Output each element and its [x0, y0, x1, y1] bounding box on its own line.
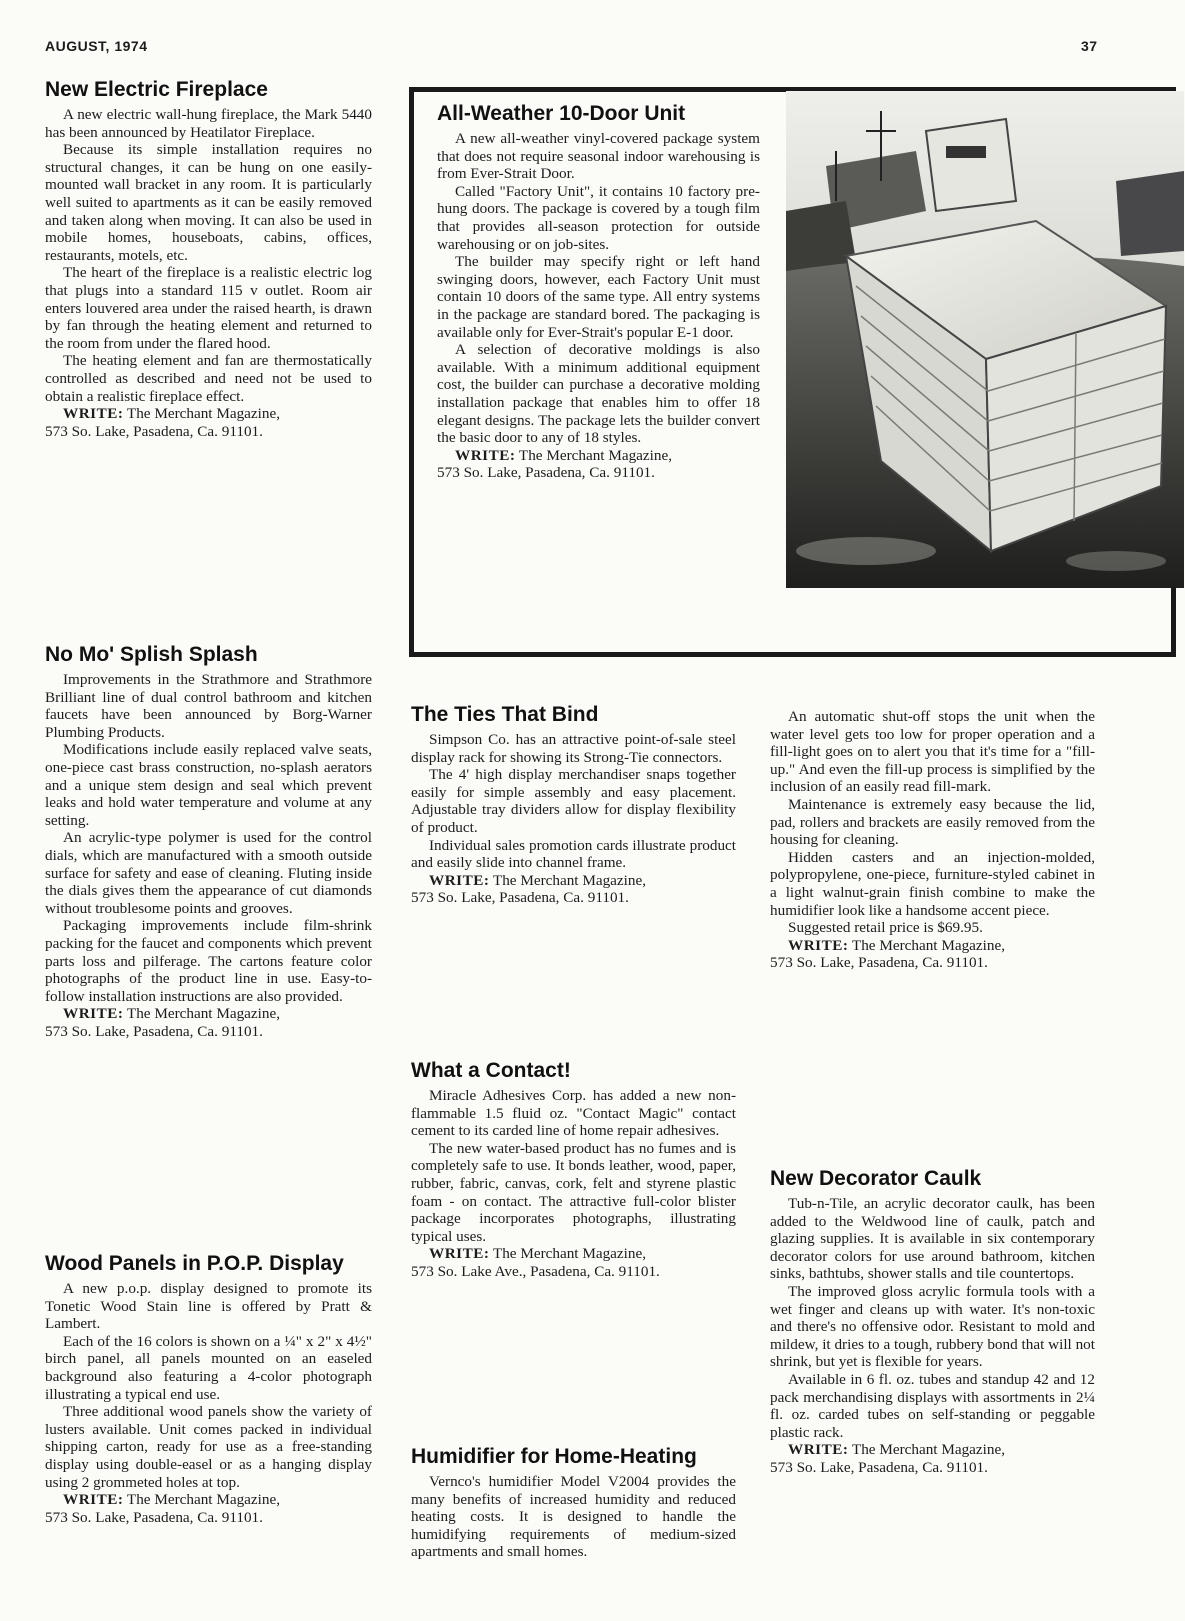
- paragraph: A new p.o.p. display designed to promote its Tonetic Wood Stain line is offered by Pratt & Lambert.: [45, 1280, 372, 1333]
- write-label: WRITE:: [788, 936, 849, 954]
- address: 573 So. Lake, Pasadena, Ca. 91101.: [45, 1022, 263, 1040]
- write-label: WRITE:: [63, 1491, 124, 1509]
- write-label: WRITE:: [455, 446, 516, 464]
- paragraph: Simpson Co. has an attractive point-of-sale steel display rack for showing its Strong-Tie connectors.: [411, 731, 736, 766]
- paragraph: A new all-weather vinyl-covered package system that does not require seasonal indoor warehousing is from Ever-Strait Door.: [437, 130, 760, 183]
- article-title: New Decorator Caulk: [770, 1167, 982, 1190]
- write-label: WRITE:: [429, 1245, 490, 1263]
- paragraph: Miracle Adhesives Corp. has added a new non-flammable 1.5 fluid oz. "Contact Magic" contact cement to its carded line of home repair adhesives.: [411, 1087, 736, 1140]
- address: 573 So. Lake, Pasadena, Ca. 91101.: [411, 889, 629, 907]
- article-humidifier-continued: [770, 708, 1095, 972]
- write-text: The Merchant Magazine,: [492, 1245, 646, 1263]
- article-what-a-contact: [411, 1059, 736, 1281]
- write-line: [45, 1491, 372, 1526]
- article-decorator-caulk: [770, 1167, 1095, 1477]
- paragraph: The builder may specify right or left hand swinging doors, however, each Factory Unit must contain 10 doors of the same type. All entry systems in the package are standard bored. The packaging is available only for Ever-Strait's popular E-1 door.: [437, 253, 760, 341]
- address: 573 So. Lake, Pasadena, Ca. 91101.: [770, 954, 988, 972]
- write-text: The Merchant Magazine,: [126, 1491, 280, 1509]
- article-title: Humidifier for Home-Heating: [411, 1445, 697, 1468]
- write-line: [437, 447, 760, 482]
- address: 573 So. Lake, Pasadena, Ca. 91101.: [45, 422, 263, 440]
- issue-date: AUGUST, 1974: [45, 38, 148, 54]
- article-splish-splash: [45, 643, 372, 1040]
- paragraph: Modifications include easily replaced valve seats, one-piece cast brass construction, no-splash aerators and a unique stem design and seal which prevent leaks and hold water temperature and volume at any setting.: [45, 741, 372, 829]
- write-text: The Merchant Magazine,: [851, 1441, 1005, 1459]
- article-title: No Mo' Splish Splash: [45, 643, 258, 666]
- address: 573 So. Lake, Pasadena, Ca. 91101.: [437, 464, 655, 482]
- write-text: The Merchant Magazine,: [126, 1005, 280, 1023]
- write-label: WRITE:: [788, 1441, 849, 1459]
- article-title: Wood Panels in P.O.P. Display: [45, 1252, 344, 1275]
- paragraph: The 4' high display merchandiser snaps together easily for simple assembly and easy placement. Adjustable tray dividers allow for display flexibility of product.: [411, 766, 736, 836]
- paragraph: Called "Factory Unit", it contains 10 factory pre-hung doors. The package is covered by a tough film that provides all-season protection for outside warehousing or on job-sites.: [437, 182, 760, 253]
- write-line: [411, 1245, 736, 1280]
- paragraph: Three additional wood panels show the variety of lusters available. Unit comes packed in individual shipping carton, ready for use as a free-standing display using double-easel or as a hanging display using 2 grommeted holes at top.: [45, 1403, 372, 1491]
- paragraph: A new electric wall-hung fireplace, the Mark 5440 has been announced by Heatilator Fireplace.: [45, 106, 372, 141]
- address: 573 So. Lake, Pasadena, Ca. 91101.: [770, 1458, 988, 1476]
- article-title: What a Contact!: [411, 1059, 571, 1082]
- write-line: [770, 937, 1095, 972]
- write-text: The Merchant Magazine,: [126, 405, 280, 423]
- paragraph: Maintenance is extremely easy because the lid, pad, rollers and brackets are easily removed from the housing for cleaning.: [770, 795, 1095, 849]
- paragraph: Vernco's humidifier Model V2004 provides the many benefits of increased humidity and reduced heating costs. It is designed to handle the humidifying requirements of medium-sized apartments and small homes.: [411, 1473, 736, 1561]
- address: 573 So. Lake, Pasadena, Ca. 91101.: [45, 1508, 263, 1526]
- paragraph: Because its simple installation requires no structural changes, it can be hung on one easily-mounted wall bracket in any room. It is particularly well suited to apartments as it can be easily removed and taken along when moving. It can also be used in mobile homes, houseboats, cabins, offices, restaurants, motels, etc.: [45, 141, 372, 264]
- write-label: WRITE:: [429, 871, 490, 889]
- paragraph: A selection of decorative moldings is also available. With a minimum additional equipment cost, the builder can purchase a decorative molding installation package that enables him to offer 18 elegant designs. The package lets the builder convert the basic door to any of 18 styles.: [437, 341, 760, 447]
- address: 573 So. Lake Ave., Pasadena, Ca. 91101.: [411, 1262, 660, 1280]
- page-number: 37: [1081, 38, 1098, 54]
- paragraph: Each of the 16 colors is shown on a ¼" x 2" x 4½" birch panel, all panels mounted on an easeled background also featuring a 4-color photograph illustrating a typical end use.: [45, 1332, 372, 1403]
- write-line: [45, 405, 372, 440]
- paragraph: An automatic shut-off stops the unit when the water level gets too low for proper operation and a fill-light goes on to alert you that it's time for a "fill-up." And even the fill-up process is simplified by the inclusion of an easily read fill-mark.: [770, 708, 1095, 796]
- write-text: The Merchant Magazine,: [518, 446, 672, 464]
- paragraph: Individual sales promotion cards illustrate product and easily slide into channel frame.: [411, 836, 736, 872]
- article-ties-that-bind: [411, 703, 736, 907]
- article-door-unit: [437, 102, 760, 482]
- write-line: [411, 872, 736, 907]
- paragraph: An acrylic-type polymer is used for the control dials, which are manufactured with a smooth outside surface for safety and ease of cleaning. Fluting inside the dials gives them the appearance of cut diamonds without troublesome points and grooves.: [45, 829, 372, 917]
- article-electric-fireplace: [45, 78, 372, 440]
- paragraph: The new water-based product has no fumes and is completely safe to use. It bonds leather, wood, paper, rubber, fabric, canvas, cork, felt and styrene plastic foam - on contact. The attractive full-color blister package incorporates photographs, illustrating typical uses.: [411, 1139, 736, 1245]
- paragraph: Tub-n-Tile, an acrylic decorator caulk, has been added to the Weldwood line of caulk, patch and glazing supplies. It is available in six contemporary decorator colors for use around bathroom, kitchen sinks, bathtubs, shower stalls and tile countertops.: [770, 1195, 1095, 1283]
- paragraph: Available in 6 fl. oz. tubes and standup 42 and 12 pack merchandising displays with assortments in 2¼ fl. oz. carded tubes on self-standing or peggable plastic rack.: [770, 1370, 1095, 1441]
- paragraph: The heating element and fan are thermostatically controlled as described and need not be used to obtain a realistic fireplace effect.: [45, 352, 372, 405]
- write-label: WRITE:: [63, 1005, 124, 1023]
- door-package-photo: [786, 91, 1184, 588]
- paragraph: Suggested retail price is $69.95.: [788, 919, 983, 937]
- article-title: New Electric Fireplace: [45, 78, 268, 101]
- paragraph: The heart of the fireplace is a realistic electric log that plugs into a standard 115 v outlet. Room air enters louvered area under the raised hearth, is drawn by fan through the heating element and returned to the room from under the flared hood.: [45, 264, 372, 352]
- write-line: [770, 1441, 1095, 1476]
- article-humidifier: [411, 1445, 736, 1561]
- paragraph: Hidden casters and an injection-molded, polypropylene, one-piece, furniture-styled cabinet in a light walnut-grain finish combine to make the humidifier look like a handsome accent piece.: [770, 848, 1095, 919]
- write-label: WRITE:: [63, 405, 124, 423]
- paragraph: The improved gloss acrylic formula tools with a wet finger and cleans up with water. It's non-toxic and there's no offensive odor. Resistant to mold and mildew, it dries to a tough, rubbery bond that will not shrink, but yet is flexible for years.: [770, 1282, 1095, 1371]
- write-text: The Merchant Magazine,: [851, 936, 1005, 954]
- article-wood-panels: [45, 1252, 372, 1526]
- paragraph: Improvements in the Strathmore and Strathmore Brilliant line of dual control bathroom and kitchen faucets have been announced by Borg-Warner Plumbing Products.: [45, 671, 372, 741]
- article-title: All-Weather 10-Door Unit: [437, 102, 686, 125]
- write-text: The Merchant Magazine,: [492, 871, 646, 889]
- write-line: [45, 1005, 372, 1040]
- article-title: The Ties That Bind: [411, 703, 599, 726]
- paragraph: Packaging improvements include film-shrink packing for the faucet and components which prevent parts loss and pilferage. The cartons feature color photographs of the product line in use. Easy-to-follow installation instructions are also provided.: [45, 917, 372, 1005]
